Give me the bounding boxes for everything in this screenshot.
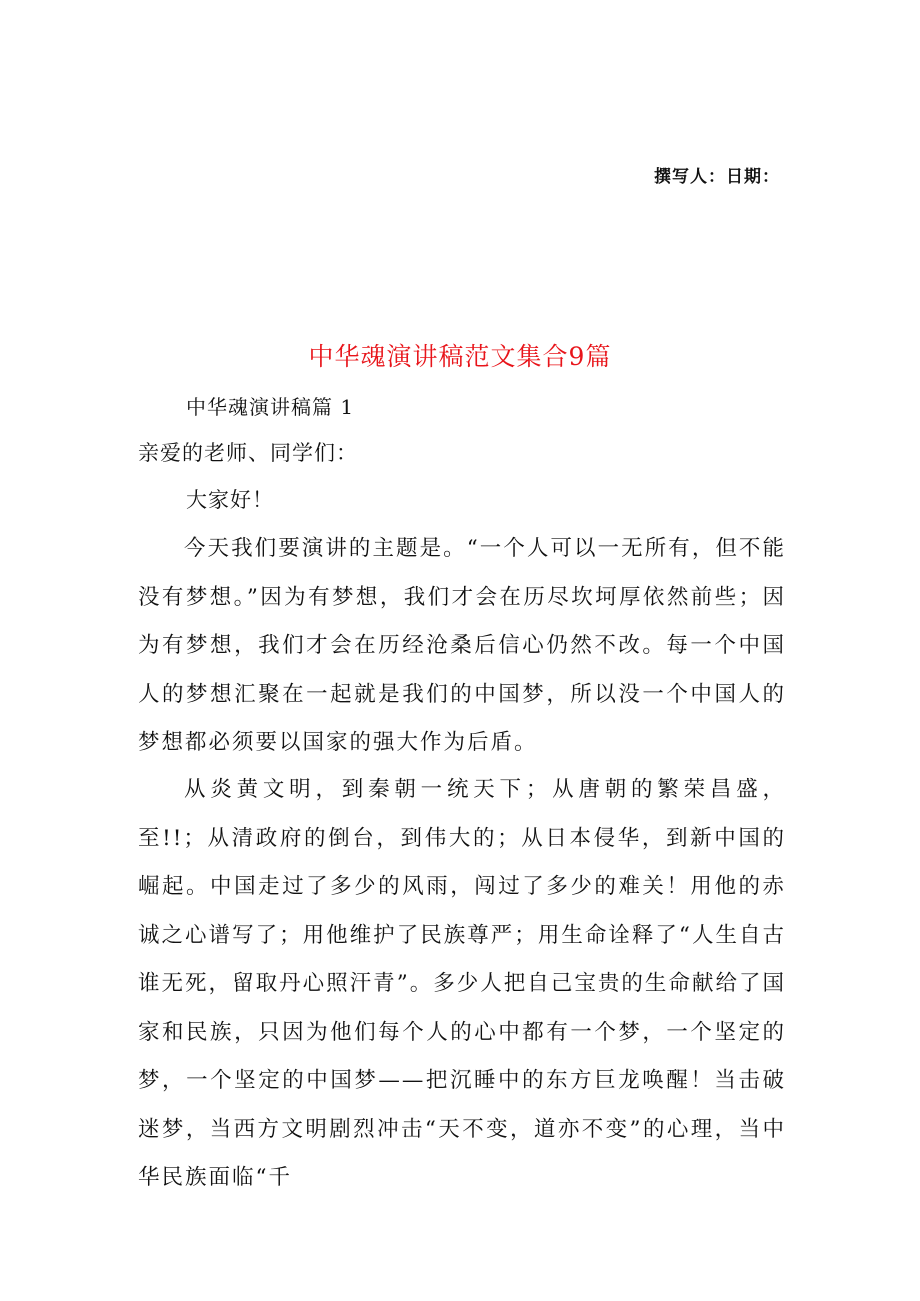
section-title: 中华魂演讲稿篇 1 bbox=[186, 395, 355, 419]
body-paragraph: 今天我们要演讲的主题是。“一个人可以一无所有，但不能没有梦想。”因为有梦想，我们才会在历尽坎坷厚依然前些；因为有梦想，我们才会在历经沧桑后信心仍然不改。每一个中国人的梦想汇聚在一起就是我们的中国梦，所以没一个中国人的梦想都必须要以国家的强大作为后盾。 bbox=[138, 536, 786, 755]
body-paragraph: 从炎黄文明，到秦朝一统天下；从唐朝的繁荣昌盛，至!!；从清政府的倒台，到伟大的；从日本侵华，到新中国的崛起。中国走过了多少的风雨，闯过了多少的难关！用他的赤诚之心谱写了；用他维护了民族尊严；用生命诠释了“人生自古谁无死，留取丹心照汗青”。多少人把自己宝贵的生命献给了国家和民族，只因为他们每个人的心中都有一个梦，一个坚定的梦，一个坚定的中国梦——把沉睡中的东方巨龙唤醒！当击破迷梦，当西方文明剧烈冲击“天不变，道亦不变”的心理，当中华民族面临“千 bbox=[138, 777, 786, 1190]
greeting: 大家好！ bbox=[186, 488, 274, 512]
author-date-line: 撰写人：日期： bbox=[654, 167, 780, 187]
salutation: 亲爱的老师、同学们： bbox=[138, 441, 358, 465]
document-title: 中华魂演讲稿范文集合9篇 bbox=[308, 342, 612, 371]
